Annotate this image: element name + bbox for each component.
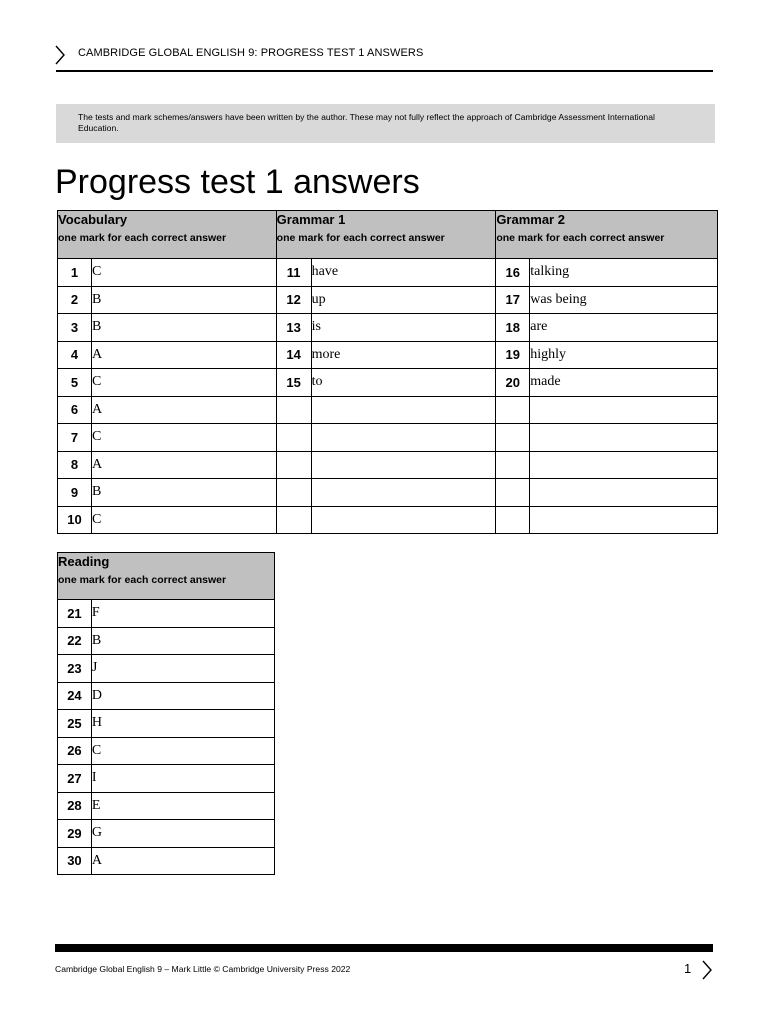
question-number: 28 [58,792,92,820]
table-row [58,655,275,683]
chevron-right-icon [55,45,65,65]
disclaimer-box [56,104,715,143]
section-header-grammar-2 [496,211,718,259]
section-header-reading [58,553,275,600]
question-number: 29 [58,820,92,848]
answer-cell [530,396,718,424]
question-number: 12 [276,286,311,314]
reading-table-header [58,553,275,600]
question-number: 11 [276,259,311,287]
answer-cell [530,451,718,479]
table-row [58,396,718,424]
answer-cell: B [91,314,276,342]
table-row [58,314,718,342]
question-number: 5 [58,369,92,397]
table-row [58,737,275,765]
question-number: 20 [496,369,530,397]
answer-cell: A [91,396,276,424]
page-number: 1 [684,961,692,976]
table-row [58,820,275,848]
table-row [58,424,718,452]
question-number: 4 [58,341,92,369]
table-row [58,765,275,793]
question-number: 30 [58,847,92,875]
answer-cell: is [311,314,496,342]
question-number: 25 [58,710,92,738]
reading-table [57,552,275,875]
answer-cell: D [91,682,274,710]
answer-cell: more [311,341,496,369]
section-title: Grammar 1 [276,212,346,227]
question-number: 17 [496,286,530,314]
question-number: 18 [496,314,530,342]
question-number: 15 [276,369,311,397]
answer-cell: G [91,820,274,848]
answer-cell: C [91,369,276,397]
question-number: 2 [58,286,92,314]
answer-cell: C [91,506,276,534]
answer-cell: was being [530,286,718,314]
table-row [58,479,718,507]
answer-cell: A [91,451,276,479]
question-number: 21 [58,600,92,628]
question-number: 19 [496,341,530,369]
table-row [58,259,718,287]
answer-cell: F [91,600,274,628]
question-number [276,506,311,534]
answer-cell [530,479,718,507]
answer-cell: C [91,259,276,287]
section-title: Vocabulary [58,212,128,227]
answer-cell: I [91,765,274,793]
disclaimer-text: The tests and mark schemes/answers have been written by the author. These may not fully reflect the approach of Cambridge Assessment International Education. [78,112,655,133]
question-number [496,479,530,507]
question-number [496,451,530,479]
footer-copyright: Cambridge Global English 9 – Mark Little © Cambridge University Press 2022 [55,964,351,974]
answer-cell [311,396,496,424]
question-number: 8 [58,451,92,479]
answer-cell: H [91,710,274,738]
question-number: 22 [58,627,92,655]
answer-cell: made [530,369,718,397]
answer-cell [530,506,718,534]
chevron-right-icon [702,960,712,980]
answer-cell: J [91,655,274,683]
table-row [58,792,275,820]
table-row [58,627,275,655]
answer-cell: A [91,847,274,875]
answer-cell: have [311,259,496,287]
question-number: 10 [58,506,92,534]
answer-cell: are [530,314,718,342]
question-number: 13 [276,314,311,342]
question-number: 7 [58,424,92,452]
answer-cell: to [311,369,496,397]
answer-cell: B [91,627,274,655]
section-subtitle: one mark for each correct answer [58,574,227,586]
table-row [58,341,718,369]
section-subtitle: one mark for each correct answer [496,232,665,244]
section-header-vocabulary [58,211,277,259]
question-number: 1 [58,259,92,287]
header-divider [56,70,713,72]
answer-cell: C [91,737,274,765]
section-subtitle: one mark for each correct answer [276,232,445,244]
answers-table-header [58,211,718,259]
section-subtitle: one mark for each correct answer [58,232,227,244]
section-title: Reading [58,554,110,569]
question-number [276,451,311,479]
question-number [496,506,530,534]
table-row [58,369,718,397]
answers-table [57,210,718,534]
question-number: 9 [58,479,92,507]
table-row [58,847,275,875]
answer-cell [311,424,496,452]
question-number: 16 [496,259,530,287]
table-row [58,451,718,479]
answer-cell: highly [530,341,718,369]
question-number: 27 [58,765,92,793]
answer-cell [311,506,496,534]
section-title: Grammar 2 [496,212,565,227]
question-number: 26 [58,737,92,765]
answer-cell [311,479,496,507]
answer-cell [530,424,718,452]
question-number: 14 [276,341,311,369]
question-number: 24 [58,682,92,710]
question-number [496,396,530,424]
answer-cell: talking [530,259,718,287]
answer-cell: E [91,792,274,820]
table-row [58,600,275,628]
question-number: 6 [58,396,92,424]
question-number: 23 [58,655,92,683]
page-title: Progress test 1 answers [55,163,420,201]
footer-bar [55,944,713,952]
table-row [58,286,718,314]
answer-cell: B [91,286,276,314]
answer-cell: B [91,479,276,507]
answer-cell: up [311,286,496,314]
section-header-grammar-1 [276,211,496,259]
question-number [276,396,311,424]
answer-cell: A [91,341,276,369]
header-title: CAMBRIDGE GLOBAL ENGLISH 9: PROGRESS TEST 1 ANSWERS [78,47,424,59]
question-number: 3 [58,314,92,342]
answer-cell: C [91,424,276,452]
question-number [276,479,311,507]
table-row [58,682,275,710]
question-number [496,424,530,452]
table-row [58,710,275,738]
question-number [276,424,311,452]
table-row [58,506,718,534]
answer-cell [311,451,496,479]
